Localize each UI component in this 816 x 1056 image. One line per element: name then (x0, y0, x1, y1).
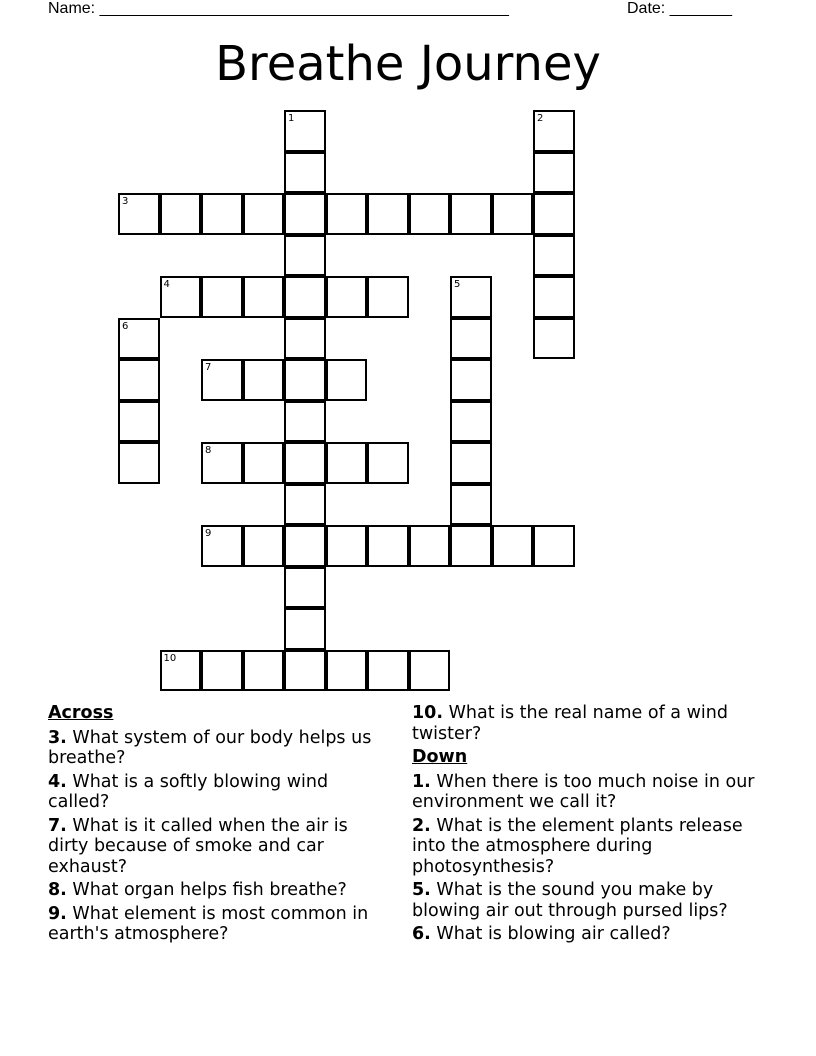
crossword-cell[interactable] (284, 235, 326, 277)
across-clue (48, 728, 388, 769)
crossword-cell[interactable] (533, 152, 575, 194)
crossword-cell[interactable] (450, 442, 492, 484)
crossword-cell[interactable] (326, 442, 368, 484)
date-field-label: Date: _______ (627, 0, 732, 17)
crossword-cell[interactable] (201, 193, 243, 235)
crossword-cell[interactable] (367, 276, 409, 318)
crossword-cell[interactable] (201, 276, 243, 318)
down-heading: Down (412, 747, 468, 767)
clue-text: What is a softly blowing wind called? (48, 771, 329, 812)
crossword-cell[interactable] (284, 608, 326, 650)
crossword-cell[interactable] (160, 650, 202, 692)
down-clue (412, 924, 772, 945)
cell-number: 7 (205, 362, 212, 373)
crossword-cell[interactable] (409, 525, 451, 567)
down-clue (412, 880, 772, 921)
across-clue (48, 816, 388, 878)
clue-number: 1. (412, 771, 431, 792)
crossword-cell[interactable] (533, 276, 575, 318)
name-field-label: Name: ______________________________________________ (48, 0, 509, 17)
down-clue (412, 816, 772, 878)
crossword-cell[interactable] (533, 193, 575, 235)
crossword-cell[interactable] (326, 359, 368, 401)
crossword-cell[interactable] (243, 442, 285, 484)
crossword-cell[interactable] (367, 193, 409, 235)
clue-number: 4. (48, 771, 67, 792)
down-clue (412, 772, 772, 813)
crossword-cell[interactable] (450, 525, 492, 567)
crossword-cell[interactable] (243, 525, 285, 567)
clue-number: 9. (48, 903, 67, 924)
cell-number: 8 (205, 445, 212, 456)
across-clue (48, 904, 388, 945)
clue-number: 6. (412, 924, 431, 944)
crossword-cell[interactable] (284, 152, 326, 194)
across-heading: Across (48, 703, 114, 723)
clue-number: 10. (412, 703, 444, 723)
crossword-cell[interactable] (284, 650, 326, 692)
clue-number: 3. (48, 727, 67, 748)
crossword-cell[interactable] (326, 525, 368, 567)
crossword-cell[interactable] (409, 650, 451, 692)
clue-text: What is the element plants release into the atmosphere during photosynthesis? (412, 815, 743, 877)
crossword-cell[interactable] (243, 276, 285, 318)
crossword-cell[interactable] (284, 110, 326, 152)
crossword-cell[interactable] (243, 650, 285, 692)
clues-column-right (412, 703, 772, 948)
across-clue (48, 772, 388, 813)
crossword-cell[interactable] (450, 359, 492, 401)
crossword-cell[interactable] (450, 276, 492, 318)
clue-text: What system of our body helps us breathe? (48, 727, 372, 768)
crossword-cell[interactable] (533, 318, 575, 360)
clues-column-left (48, 703, 388, 948)
clue-text: What organ helps fish breathe? (72, 880, 347, 900)
clue-number: 5. (412, 880, 431, 900)
crossword-cell[interactable] (284, 484, 326, 526)
crossword-cell[interactable] (160, 276, 202, 318)
crossword-cell[interactable] (284, 276, 326, 318)
cell-number: 6 (122, 320, 129, 332)
crossword-cell[interactable] (450, 193, 492, 235)
crossword-cell[interactable] (326, 276, 368, 318)
crossword-cell[interactable] (326, 650, 368, 692)
clue-text: What is blowing air called? (436, 924, 671, 944)
clue-text: What element is most common in earth's atmosphere? (48, 903, 369, 944)
cell-number: 9 (205, 528, 212, 539)
across-clue (48, 880, 388, 901)
crossword-cell[interactable] (284, 318, 326, 360)
crossword-cell[interactable] (367, 525, 409, 567)
crossword-cell[interactable] (118, 318, 160, 360)
cell-number: 4 (163, 279, 170, 290)
crossword-cell[interactable] (450, 318, 492, 360)
cell-number: 1 (288, 113, 295, 124)
clue-number: 2. (412, 815, 431, 836)
cell-number: 2 (537, 113, 544, 124)
crossword-cell[interactable] (201, 650, 243, 692)
crossword-cell[interactable] (450, 484, 492, 526)
crossword-cell[interactable] (201, 525, 243, 567)
crossword-cell[interactable] (160, 193, 202, 235)
crossword-cell[interactable] (367, 650, 409, 692)
page-title: Breathe Journey (215, 36, 601, 92)
crossword-cell[interactable] (118, 401, 160, 443)
clue-number: 8. (48, 880, 67, 900)
clue-text: What is the real name of a wind twister? (412, 703, 728, 744)
clue-text: What is it called when the air is dirty because of smoke and car exhaust? (48, 815, 348, 877)
clue-text: What is the sound you make by blowing air out through pursed lips? (412, 880, 728, 921)
crossword-cell[interactable] (533, 235, 575, 277)
crossword-cell[interactable] (533, 525, 575, 567)
crossword-cell[interactable] (284, 193, 326, 235)
crossword-cell[interactable] (284, 442, 326, 484)
clue-number: 7. (48, 815, 67, 836)
crossword-cell[interactable] (284, 525, 326, 567)
clue-text: When there is too much noise in our environment we call it? (412, 771, 755, 812)
crossword-cell[interactable] (492, 193, 534, 235)
crossword-cell[interactable] (284, 567, 326, 609)
crossword-cell[interactable] (284, 359, 326, 401)
crossword-cell[interactable] (118, 193, 160, 235)
crossword-cell[interactable] (492, 525, 534, 567)
crossword-cell[interactable] (284, 401, 326, 443)
crossword-cell[interactable] (367, 442, 409, 484)
cell-number: 5 (454, 279, 461, 290)
crossword-cell[interactable] (118, 359, 160, 401)
crossword-cell[interactable] (243, 193, 285, 235)
crossword-cell[interactable] (118, 442, 160, 484)
cell-number: 3 (122, 196, 129, 207)
crossword-cell[interactable] (201, 442, 243, 484)
crossword-cell[interactable] (533, 110, 575, 152)
crossword-cell[interactable] (326, 193, 368, 235)
across-clue (412, 703, 772, 744)
crossword-cell[interactable] (243, 359, 285, 401)
crossword-cell[interactable] (409, 193, 451, 235)
crossword-cell[interactable] (201, 359, 243, 401)
cell-number: 10 (163, 652, 177, 664)
crossword-cell[interactable] (450, 401, 492, 443)
